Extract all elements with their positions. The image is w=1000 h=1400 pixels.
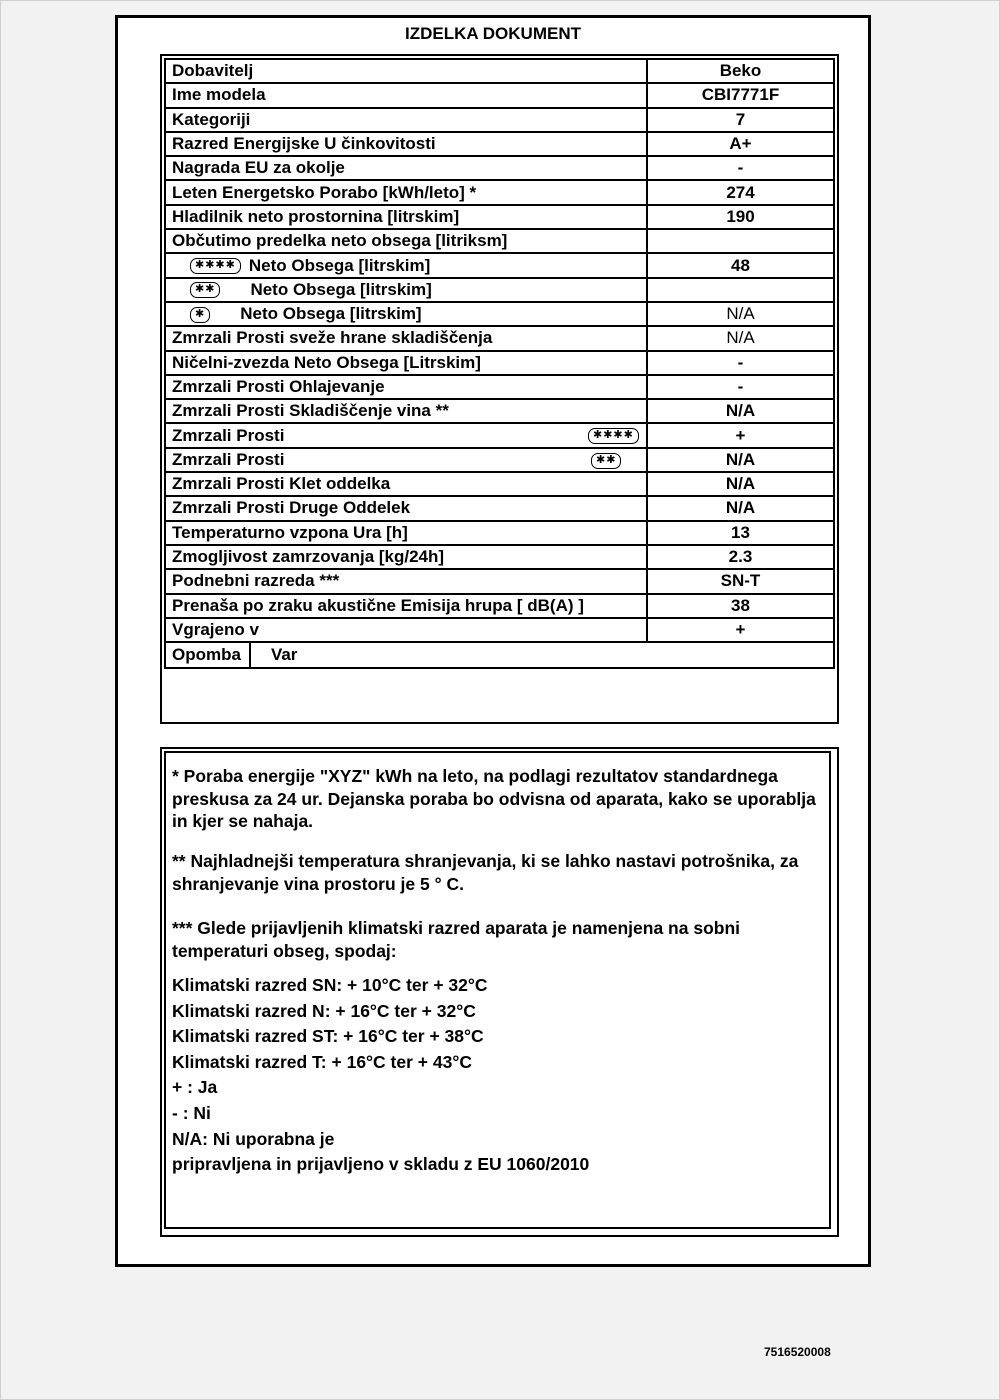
four-star-freezer-icon: ✱✱✱✱ [588, 428, 639, 444]
table-row [165, 156, 834, 180]
row-label: Zmrzali Prosti Druge Oddelek [165, 496, 647, 520]
row-value: - [647, 375, 834, 399]
table-row [165, 472, 834, 496]
table-row [165, 278, 834, 302]
table-row [165, 180, 834, 204]
legend-line: + : Ja [172, 1077, 218, 1097]
table-row [165, 375, 834, 399]
table-row [165, 569, 834, 593]
table-row [165, 423, 834, 447]
note-row [165, 642, 834, 668]
row-label: Ničelni-zvezda Neto Obsega [Litrskim] [165, 351, 647, 375]
table-row [165, 399, 834, 423]
row-value: A+ [647, 132, 834, 156]
row-value: - [647, 351, 834, 375]
row-label-with-symbol [165, 423, 647, 447]
table-row [165, 351, 834, 375]
table-row [165, 108, 834, 132]
note-label: Opomba [172, 643, 251, 667]
row-label: Zmrzali Prosti [172, 425, 285, 445]
row-label: Neto Obsega [litrskim] [250, 279, 432, 299]
row-label: Nagrada EU za okolje [165, 156, 647, 180]
row-value: 38 [647, 594, 834, 618]
row-label: Zmrzali Prosti Skladiščenje vina ** [165, 399, 647, 423]
row-label: Vgrajeno v [165, 618, 647, 642]
table-row [165, 594, 834, 618]
table-row [165, 545, 834, 569]
row-label: Neto Obsega [litrskim] [248, 255, 431, 275]
table-row [165, 521, 834, 545]
row-label: Ime modela [165, 83, 647, 107]
table-row [165, 496, 834, 520]
legend-line: - : Ni [172, 1103, 211, 1123]
row-value: N/A [647, 448, 834, 472]
row-label: Zmrzali Prosti Klet oddelka [165, 472, 647, 496]
footnote-energy: * Poraba energije "XYZ" kWh na leto, na podlagi rezultatov standardnega preskusa za 24 ur. Dejanska poraba bo odvisna od aparata, kako se uporablja in kjer se nahaja. [172, 766, 816, 831]
row-value: 190 [647, 205, 834, 229]
row-label: Občutimo predelka neto obsega [litriksm] [165, 229, 647, 253]
row-value: CBI7771F [647, 83, 834, 107]
row-label: Leten Energetsko Porabo [kWh/leto] * [165, 180, 647, 204]
table-row [165, 253, 834, 277]
row-label-with-symbol [165, 278, 647, 302]
row-value: + [647, 423, 834, 447]
table-row [165, 618, 834, 642]
row-label-with-symbol [165, 302, 647, 326]
row-label: Dobavitelj [165, 59, 647, 83]
note-cell [165, 642, 834, 668]
row-label: Kategoriji [165, 108, 647, 132]
table-row [165, 302, 834, 326]
row-value: N/A [647, 326, 834, 350]
row-value: SN-T [647, 569, 834, 593]
row-label: Zmrzali Prosti [172, 449, 285, 469]
table-row [165, 132, 834, 156]
row-value: Beko [647, 59, 834, 83]
row-value: N/A [647, 472, 834, 496]
row-value: 2.3 [647, 545, 834, 569]
row-value: N/A [647, 399, 834, 423]
row-value [647, 229, 834, 253]
row-label: Temperaturno vzpona Ura [h] [165, 521, 647, 545]
two-star-freezer-icon: ✱✱ [190, 282, 220, 298]
table-row [165, 229, 834, 253]
row-label: Neto Obsega [litrskim] [240, 304, 422, 324]
row-label: Hladilnik neto prostornina [litrskim] [165, 205, 647, 229]
row-label: Podnebni razreda *** [165, 569, 647, 593]
climate-class-line: Klimatski razred SN: + 10°C ter + 32°C [172, 975, 488, 995]
table-row [165, 205, 834, 229]
row-value: 48 [647, 253, 834, 277]
row-value [647, 278, 834, 302]
document-code: 7516520008 [764, 1345, 831, 1359]
climate-class-line: Klimatski razred T: + 16°C ter + 43°C [172, 1051, 472, 1072]
row-label-with-symbol [165, 448, 647, 472]
row-value: 13 [647, 521, 834, 545]
row-label-with-symbol [165, 253, 647, 277]
row-label: Zmogljivost zamrzovanja [kg/24h] [165, 545, 647, 569]
row-value: - [647, 156, 834, 180]
document-title: IZDELKA DOKUMENT [405, 24, 581, 43]
climate-class-line: Klimatski razred ST: + 16°C ter + 38°C [172, 1026, 484, 1046]
row-value: N/A [647, 496, 834, 520]
table-row [165, 83, 834, 107]
row-label: Zmrzali Prosti Ohlajevanje [165, 375, 647, 399]
two-star-freezer-icon: ✱✱ [591, 453, 621, 469]
spec-table [164, 58, 835, 669]
row-label: Zmrzali Prosti sveže hrane skladiščenja [165, 326, 647, 350]
row-value: N/A [647, 302, 834, 326]
row-label: Razred Energijske U činkovitosti [165, 132, 647, 156]
footnote-climate: *** Glede prijavljenih klimatski razred aparata je namenjena na sobni temperaturi obseg, spodaj: [172, 918, 740, 961]
legend-line: N/A: Ni uporabna je [172, 1129, 335, 1149]
notes-section [164, 751, 831, 1229]
row-value: + [647, 618, 834, 642]
row-label: Prenaša po zraku akustične Emisija hrupa [ dB(A) ] [165, 594, 647, 618]
regulation-line: pripravljena in prijavljeno v skladu z EU 1060/2010 [172, 1154, 590, 1174]
table-row [165, 326, 834, 350]
table-row [165, 59, 834, 83]
footnote-wine: ** Najhladnejši temperatura shranjevanja, ki se lahko nastavi potrošnika, za shranjevanje vina prostoru je 5 ° C. [172, 851, 799, 894]
table-row [165, 448, 834, 472]
row-value: 7 [647, 108, 834, 132]
climate-class-line: Klimatski razred N: + 16°C ter + 32°C [172, 1000, 476, 1021]
note-value: Var [270, 645, 298, 665]
four-star-freezer-icon: ✱✱✱✱ [190, 258, 241, 274]
row-value: 274 [647, 180, 834, 204]
one-star-freezer-icon: ✱ [190, 307, 210, 323]
